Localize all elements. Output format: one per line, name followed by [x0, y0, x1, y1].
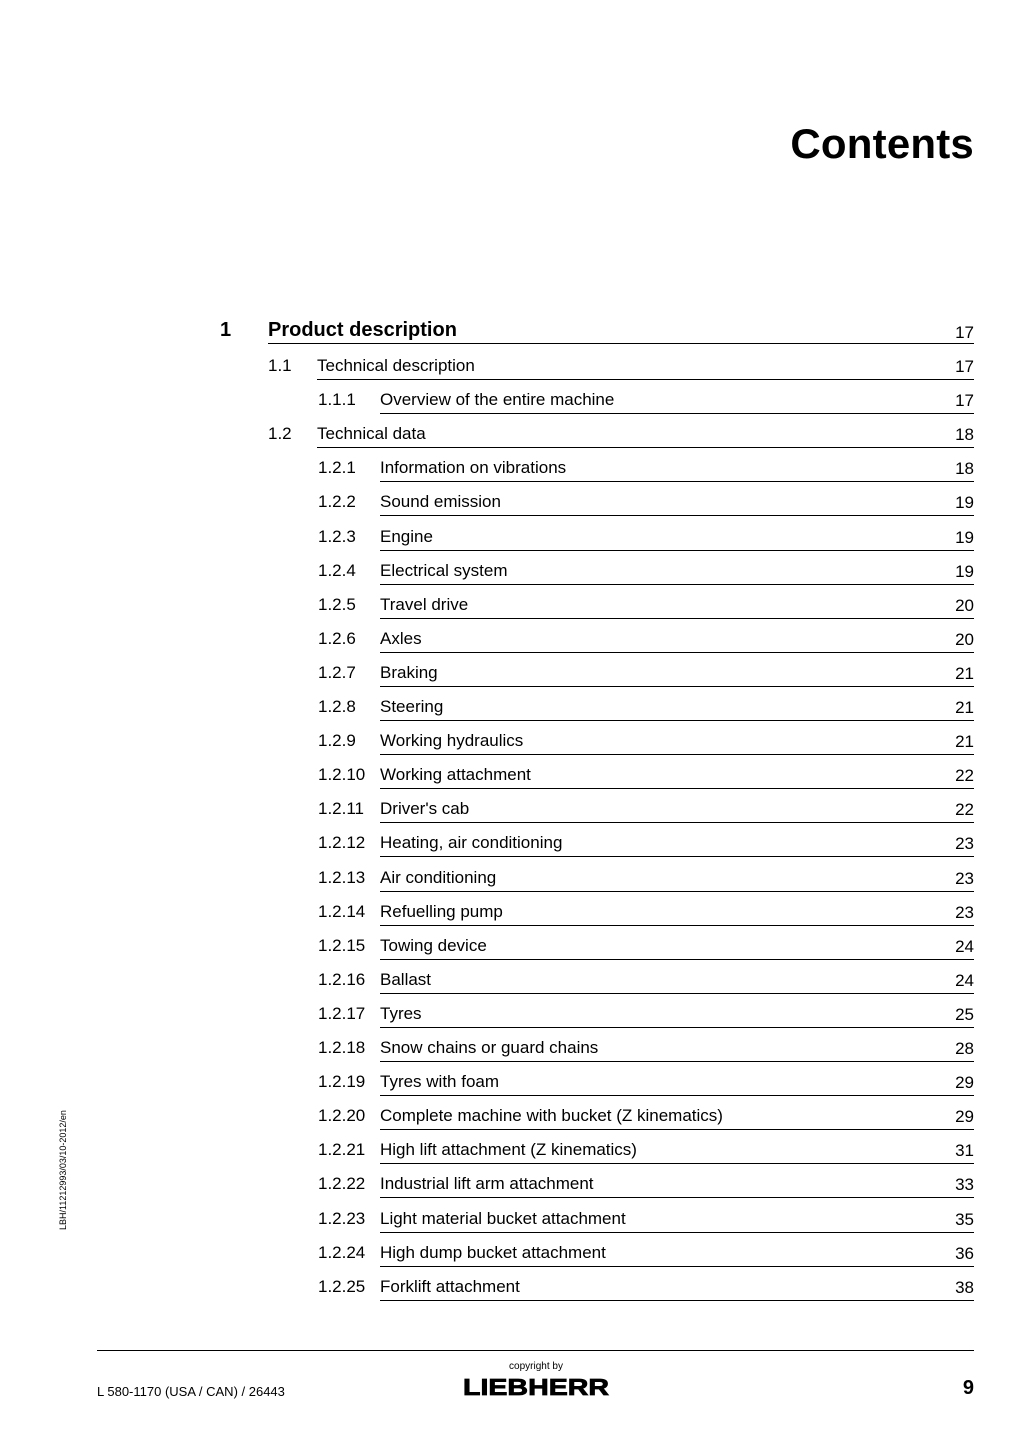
svg-text:LIEBHERR: LIEBHERR [463, 1375, 610, 1397]
toc-entry-page: 18 [955, 459, 974, 479]
copyright-text: copyright by [509, 1361, 563, 1372]
toc-entry-title: Technical description [317, 356, 475, 375]
toc-entry-title: Air conditioning [380, 867, 497, 887]
toc-entry-page: 36 [955, 1243, 974, 1263]
toc-entry-number: 1.2.22 [318, 1174, 366, 1194]
toc-entry-title: Towing device [380, 935, 487, 955]
toc-entry[interactable] [318, 663, 974, 697]
toc-entry[interactable] [318, 458, 974, 492]
toc-entry-number: 1.2.4 [318, 560, 356, 580]
toc-entry-title: Overview of the entire machine [380, 390, 615, 410]
toc-entry[interactable] [318, 1209, 974, 1243]
toc-entry-underline [317, 447, 974, 448]
toc-entry-page: 20 [955, 595, 974, 615]
toc-entry-underline [380, 1266, 974, 1267]
toc-entry-underline [380, 1197, 974, 1198]
toc-entry[interactable] [318, 868, 974, 902]
toc-entry-number: 1.2.5 [318, 594, 356, 614]
toc-entry-number: 1.2.24 [318, 1242, 366, 1262]
toc-entry-underline [380, 891, 974, 892]
toc-entry[interactable] [318, 1072, 974, 1106]
toc-entry-page: 24 [955, 970, 974, 990]
toc-entry[interactable] [318, 1038, 974, 1072]
toc-entry-page: 22 [955, 766, 974, 786]
toc-entry-page: 28 [955, 1039, 974, 1058]
toc-entry-underline [380, 754, 974, 755]
toc-entry-underline [380, 550, 974, 551]
toc-entry-title: Tyres [380, 1003, 422, 1023]
toc-entry[interactable] [268, 424, 974, 458]
toc-entry-underline [380, 584, 974, 585]
toc-entry-page: 22 [955, 800, 974, 820]
page-number: 9 [962, 1377, 974, 1399]
toc-entry[interactable] [318, 833, 974, 867]
toc-entry-underline [380, 652, 974, 653]
toc-entry[interactable] [318, 1004, 974, 1038]
toc-entry-number: 1.2.13 [318, 867, 366, 887]
toc-entry-page: 23 [955, 834, 974, 854]
toc-entry-title: Working attachment [380, 765, 531, 785]
toc-entry-title: Refuelling pump [380, 901, 503, 921]
toc-entry-title: Axles [380, 628, 422, 648]
liebherr-logo [461, 1375, 611, 1397]
toc-entry[interactable] [318, 697, 974, 731]
document-code: LBH/11212993/03/10-2012/en [58, 1110, 68, 1230]
toc-entry-page: 20 [955, 629, 974, 649]
toc-entry[interactable] [318, 390, 974, 424]
toc-entry-number: 1.2.11 [318, 799, 365, 819]
toc-entry-title: Snow chains or guard chains [380, 1038, 599, 1057]
toc-entry[interactable] [318, 902, 974, 936]
footer-model: L 580-1170 (USA / CAN) / 26443 [97, 1384, 285, 1399]
toc-entry-underline [380, 1300, 974, 1301]
toc-entry[interactable] [318, 527, 974, 561]
toc-entry-number: 1.1.1 [318, 390, 356, 410]
toc-entry[interactable] [318, 561, 974, 595]
toc-entry-title: Ballast [380, 969, 432, 989]
toc-entry-number: 1.2.18 [318, 1038, 366, 1057]
toc-entry-title: Light material bucket attachment [380, 1208, 626, 1228]
toc-entry-title: Complete machine with bucket (Z kinematics) [380, 1106, 723, 1126]
toc-entry[interactable] [318, 1106, 974, 1140]
toc-entry-title: High lift attachment (Z kinematics) [380, 1140, 637, 1160]
toc-entry[interactable] [318, 492, 974, 526]
toc-entry-page: 29 [955, 1073, 974, 1093]
toc-entry-page: 21 [955, 698, 974, 717]
toc-entry-page: 25 [955, 1004, 974, 1024]
toc-entry-title: Tyres with foam [380, 1072, 500, 1092]
toc-entry-underline [380, 720, 974, 721]
toc-entry-number: 1.2.14 [318, 901, 366, 921]
toc-entry-page: 35 [955, 1209, 974, 1229]
toc-entry-underline [380, 618, 974, 619]
toc-entry-title: High dump bucket attachment [380, 1242, 606, 1262]
toc-entry[interactable] [318, 936, 974, 970]
toc-entry-page: 17 [955, 323, 974, 342]
toc-entry-number: 1.2.25 [318, 1276, 366, 1296]
toc-entry-underline [268, 343, 974, 344]
toc-entry-page: 24 [955, 936, 974, 956]
toc-entry[interactable] [318, 731, 974, 765]
toc-entry-page: 23 [955, 868, 974, 888]
toc-entry-title: Forklift attachment [380, 1276, 520, 1296]
toc-entry-underline [380, 1163, 974, 1164]
toc-entry-title: Travel drive [380, 594, 469, 614]
toc-entry-underline [380, 1027, 974, 1028]
toc-entry-underline [380, 1095, 974, 1096]
footer-divider [97, 1350, 974, 1351]
toc-entry[interactable] [318, 799, 974, 833]
toc-entry[interactable] [318, 1174, 974, 1208]
toc-entry-underline [380, 1129, 974, 1130]
toc-entry-number: 1 [220, 319, 232, 341]
toc-entry-underline [380, 515, 974, 516]
toc-entry[interactable] [318, 1243, 974, 1277]
toc-entry-underline [380, 959, 974, 960]
toc-entry-page: 38 [955, 1277, 974, 1297]
toc-entry-page: 18 [955, 425, 974, 445]
toc-entry-title: Information on vibrations [380, 458, 567, 478]
toc-entry-number: 1.2.20 [318, 1106, 366, 1126]
toc-entry-title: Engine [380, 526, 433, 546]
toc-entry-page: 19 [955, 561, 974, 581]
toc-entry-page: 19 [955, 527, 974, 547]
toc-entry-underline [380, 1232, 974, 1233]
toc-entry-page: 21 [955, 663, 974, 683]
toc-entry-number: 1.2.10 [318, 765, 366, 785]
toc-entry[interactable] [318, 970, 974, 1004]
toc-entry-title: Braking [380, 662, 438, 682]
toc-entry-page: 23 [955, 902, 974, 922]
toc-entry-page: 31 [955, 1141, 974, 1161]
toc-entry-title: Electrical system [380, 560, 508, 580]
toc-entry-underline [380, 481, 974, 482]
toc-entry-number: 1.2.12 [318, 833, 366, 853]
toc-entry-underline [380, 686, 974, 687]
toc-entry-underline [380, 1061, 974, 1062]
toc-entry-title: Industrial lift arm attachment [380, 1174, 594, 1194]
toc-entry-underline [380, 993, 974, 994]
toc-entry-underline [380, 413, 974, 414]
toc-entry-title: Sound emission [380, 492, 501, 512]
toc-entry-title: Heating, air conditioning [380, 833, 563, 853]
toc-entry-title: Product description [268, 319, 457, 341]
toc-entry-number: 1.2.8 [318, 697, 356, 716]
toc-entry-number: 1.2 [268, 424, 292, 444]
toc-entry[interactable] [318, 595, 974, 629]
toc-entry-number: 1.2.21 [318, 1140, 366, 1160]
toc-entry-underline [317, 379, 974, 380]
toc-entry-page: 29 [955, 1107, 974, 1127]
toc-entry-number: 1.2.9 [318, 731, 356, 751]
toc-entry-page: 33 [955, 1175, 974, 1195]
toc-entry-title: Steering [380, 697, 444, 716]
toc-entry-number: 1.2.7 [318, 662, 356, 682]
toc-entry-page: 17 [955, 357, 974, 376]
toc-entry-number: 1.2.6 [318, 628, 356, 648]
toc-entry[interactable] [268, 356, 974, 390]
toc-entry[interactable] [318, 1277, 974, 1311]
toc-entry-number: 1.2.1 [318, 458, 356, 478]
toc-entry-number: 1.2.17 [318, 1003, 366, 1023]
toc-entry-underline [380, 856, 974, 857]
toc-entry-number: 1.2.3 [318, 526, 356, 546]
toc-entry-title: Working hydraulics [380, 731, 524, 751]
toc-chapter-entry[interactable] [220, 318, 974, 352]
toc-entry-number: 1.2.16 [318, 969, 366, 989]
toc-entry-page: 21 [955, 732, 974, 752]
toc-entry-page: 19 [955, 493, 974, 513]
toc-entry-page: 17 [955, 391, 974, 411]
toc-entry-number: 1.2.2 [318, 492, 356, 512]
toc-entry[interactable] [318, 629, 974, 663]
toc-entry-number: 1.1 [268, 356, 292, 375]
toc-entry-title: Technical data [317, 424, 426, 444]
toc-entry-underline [380, 822, 974, 823]
toc-entry-underline [380, 788, 974, 789]
toc-entry-number: 1.2.23 [318, 1208, 366, 1228]
toc-entry-underline [380, 925, 974, 926]
toc-entry-number: 1.2.19 [318, 1072, 366, 1092]
toc-entry[interactable] [318, 765, 974, 799]
toc-entry-title: Driver's cab [380, 799, 470, 819]
toc-entry[interactable] [318, 1140, 974, 1174]
toc-entry-number: 1.2.15 [318, 935, 366, 955]
page-title: Contents [790, 120, 974, 167]
